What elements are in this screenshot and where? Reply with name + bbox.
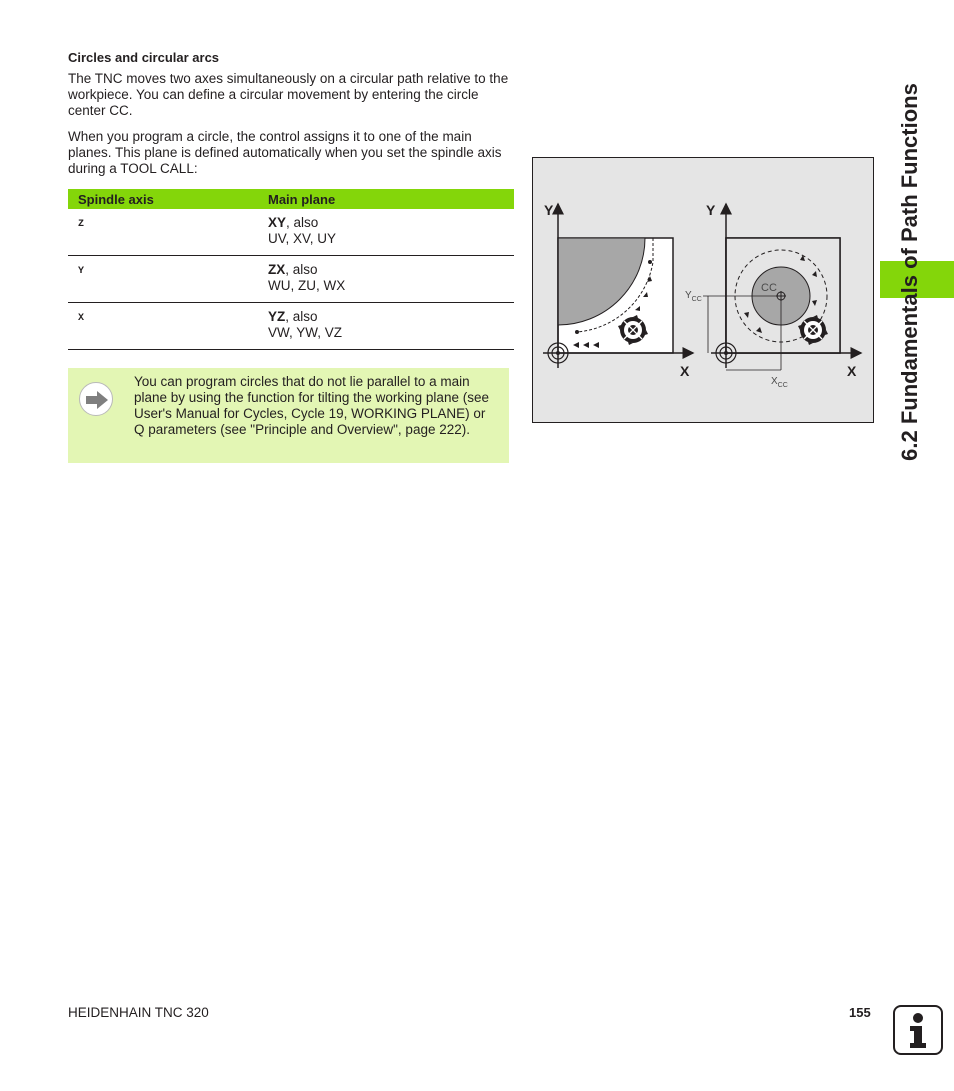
xcc-label: $X_{CC}$ xyxy=(771,376,788,389)
note-box xyxy=(68,368,509,463)
plane-paragraph: When you program a circle, the control assigns it to one of the main planes. This plane is defined automatically when you set the spindle axis during a TOOL CALL: xyxy=(68,129,502,176)
main-plane-cell xyxy=(264,256,514,303)
chapter-title: 6.2 Fundamentals of Path Functions xyxy=(897,83,922,461)
plane-also-label: , also xyxy=(285,262,318,277)
plane-also-label: , also xyxy=(286,215,319,230)
right-y-axis-label: Y xyxy=(706,202,716,218)
plane-alternatives: WU, ZU, WX xyxy=(268,278,346,293)
intro-paragraph: The TNC moves two axes simultaneously on a circular path relative to the workpiece. You can define a circular movement by entering the circle center CC. xyxy=(68,71,509,118)
plane-also-label: , also xyxy=(285,309,318,324)
plane-name: ZX xyxy=(268,262,286,277)
plane-alternatives: UV, XV, UY xyxy=(268,231,337,246)
main-plane-cell xyxy=(264,303,514,350)
main-plane-cell xyxy=(264,209,514,256)
spindle-axis-cell: Z xyxy=(68,209,264,256)
right-diagram xyxy=(685,202,861,389)
section-heading: Circles and circular arcs xyxy=(68,50,220,65)
plane-name: YZ xyxy=(268,309,286,324)
note-text: You can program circles that do not lie parallel to a main plane by using the function for tilting the working plane (see User's Manual for Cycles, Cycle 19, WORKING PLANE) or Q parameters (see "Principle and Overview", page 222). xyxy=(134,374,489,437)
plane-name: XY xyxy=(268,215,287,230)
page-number: 155 xyxy=(849,1005,871,1020)
spindle-axis-cell: Y xyxy=(68,256,264,303)
table-header-spindle-axis: Spindle axis xyxy=(68,189,264,209)
right-x-axis-label: X xyxy=(847,363,857,379)
table-row xyxy=(68,256,514,303)
table-row xyxy=(68,303,514,350)
left-y-axis-label: Y xyxy=(544,202,554,218)
left-x-axis-label: X xyxy=(680,363,690,379)
table-row xyxy=(68,209,514,256)
table-header-row xyxy=(68,189,514,209)
left-diagram xyxy=(543,202,693,379)
spindle-plane-table xyxy=(68,189,514,350)
spindle-axis-cell: X xyxy=(68,303,264,350)
circle-center-label: CC xyxy=(761,282,777,294)
plane-alternatives: VW, YW, VZ xyxy=(268,325,343,340)
arrow-right-icon xyxy=(79,382,113,416)
circle-path-figure xyxy=(532,157,874,423)
table-header-main-plane: Main plane xyxy=(264,189,514,209)
info-icon xyxy=(893,1005,943,1055)
footer-product: HEIDENHAIN TNC 320 xyxy=(68,1005,209,1020)
ycc-label: $Y_{CC}$ xyxy=(685,290,702,303)
